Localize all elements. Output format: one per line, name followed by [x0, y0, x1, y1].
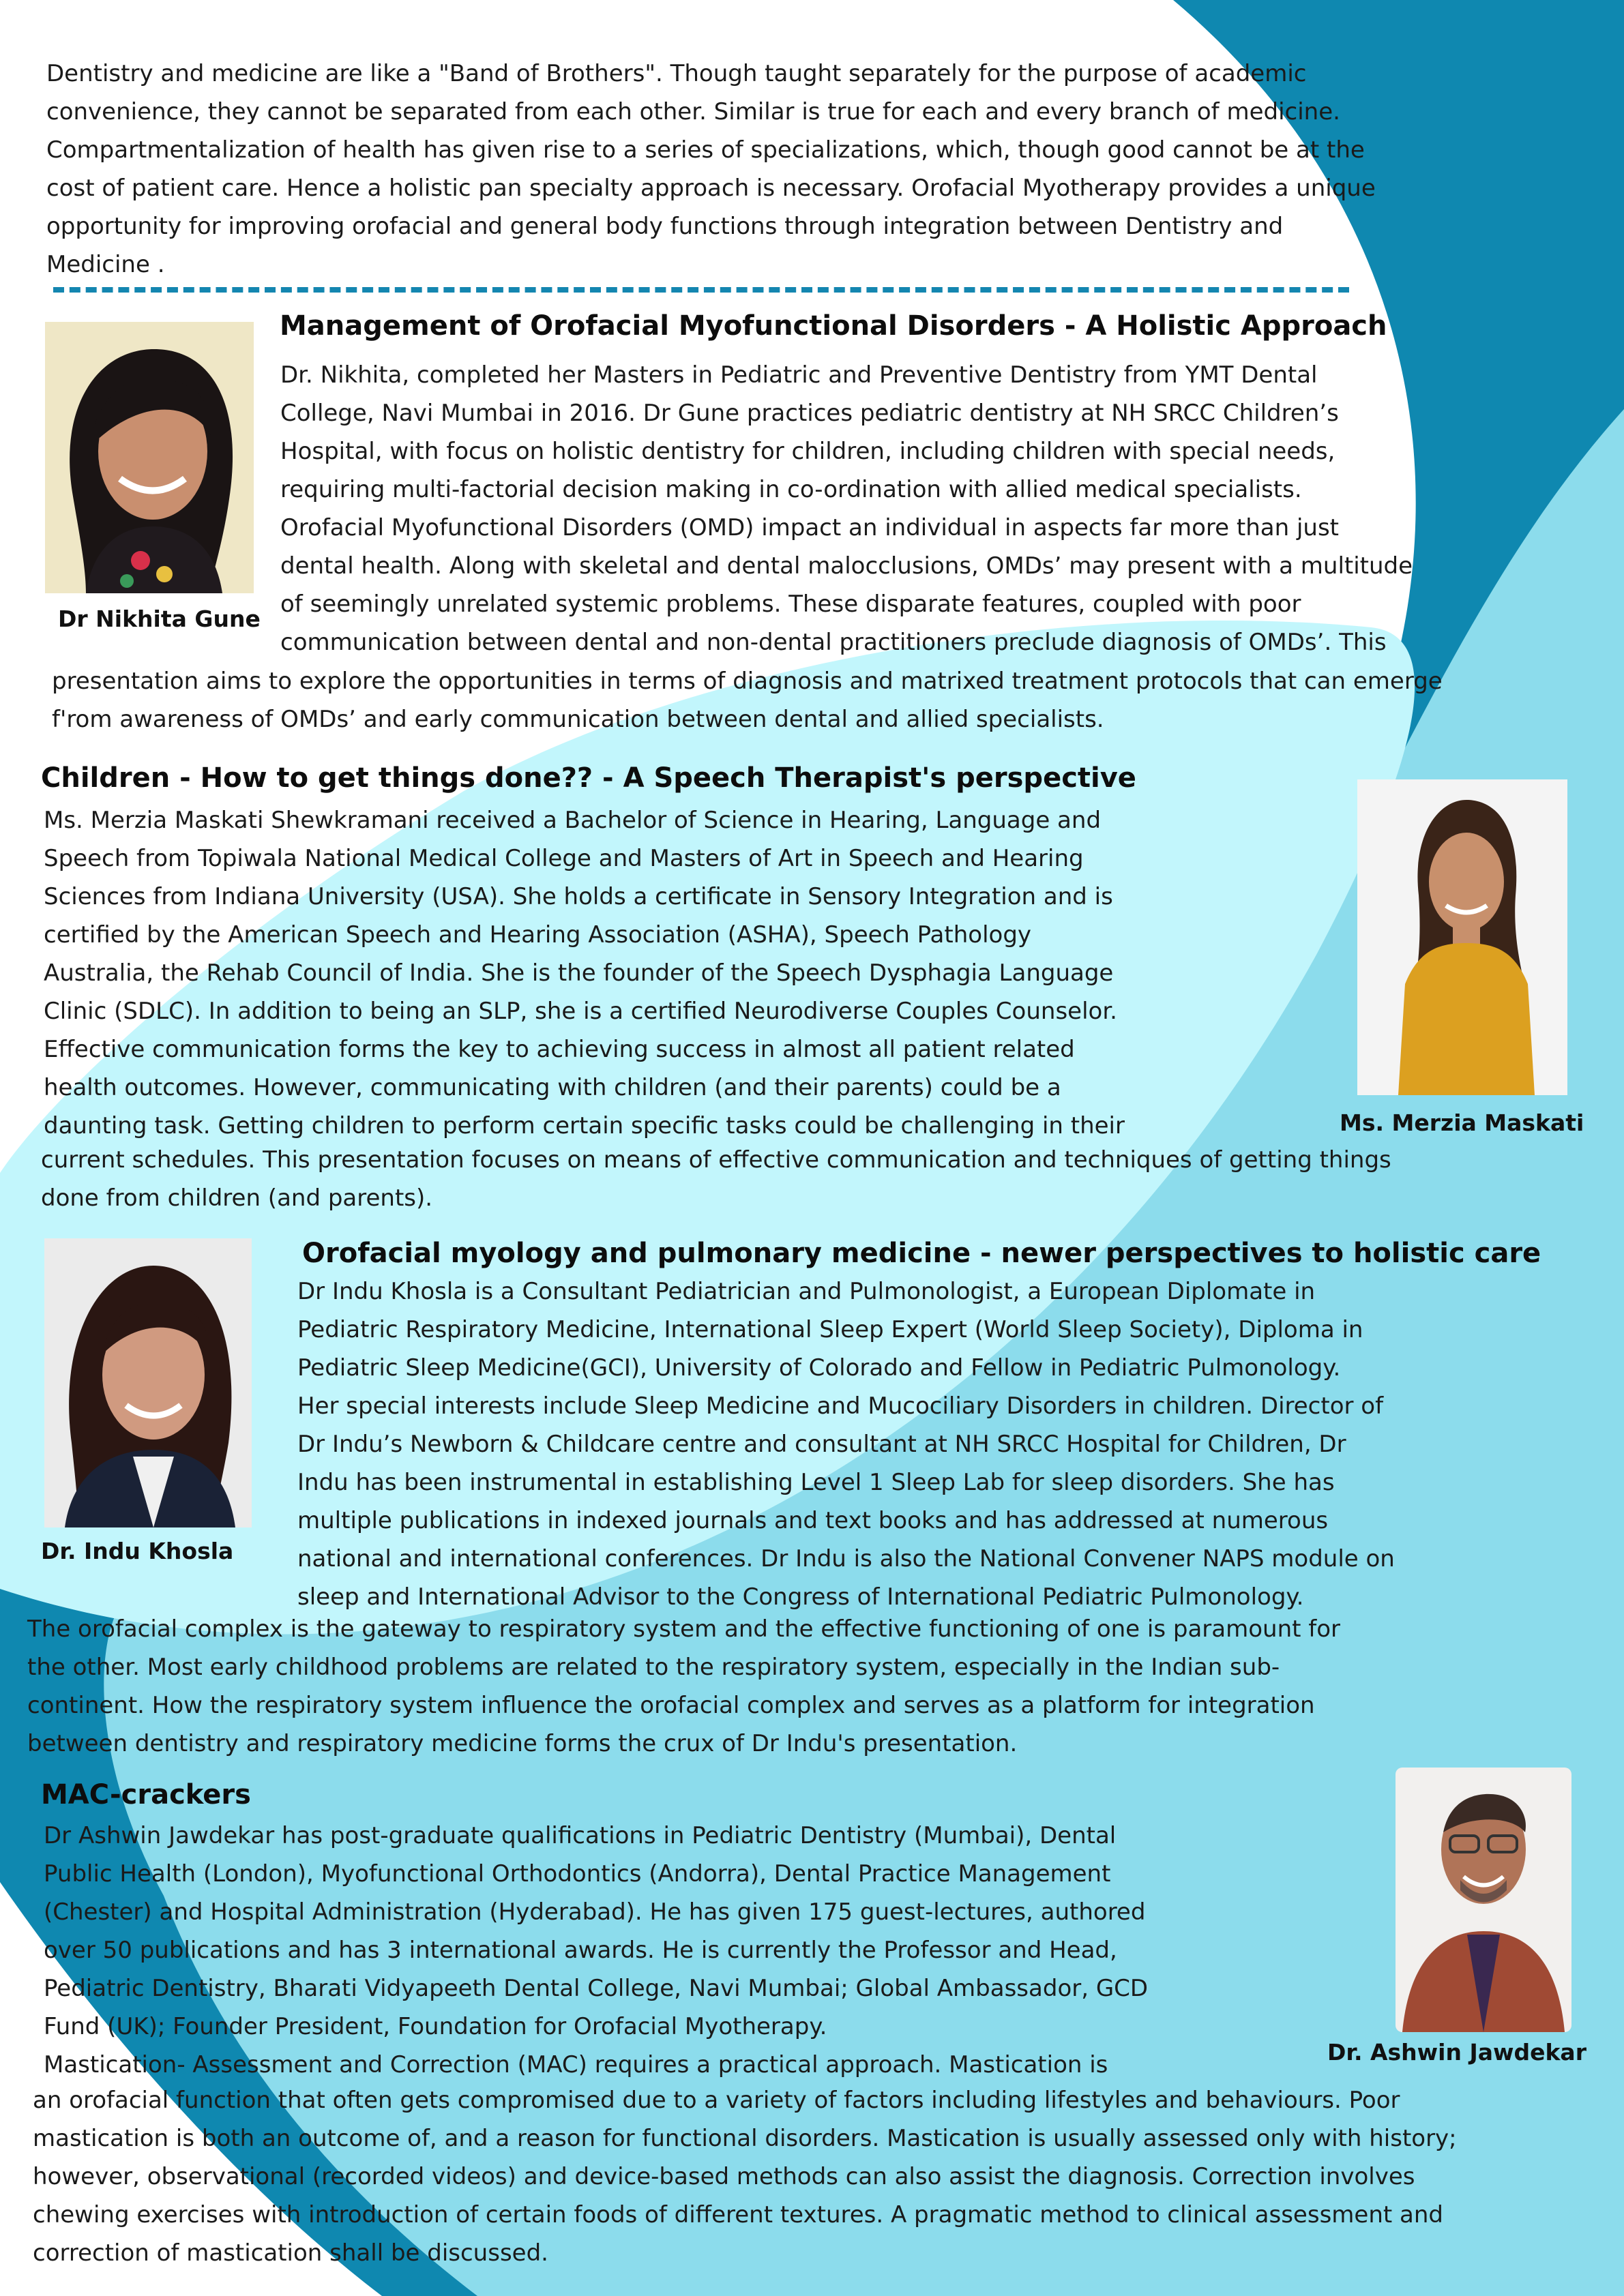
section-abstract-omd: presentation aims to explore the opportunities in terms of diagnosis and matrixed treatment protocols that can emerge f'rom awareness of OMDs’ and early communication between dental and allied specialists.	[52, 668, 1443, 733]
speaker-photo-indu-khosla	[44, 1238, 252, 1527]
section-abstract-speech: current schedules. This presentation focuses on means of effective communication and techniques of getting things done from children (and parents).	[41, 1146, 1391, 1212]
speaker-photo-ashwin-jawdekar	[1396, 1768, 1571, 2032]
speaker-name-merzia-maskati: Ms. Merzia Maskati	[1340, 1109, 1584, 1136]
speaker-photo-merzia-maskati	[1357, 779, 1567, 1095]
speaker-name-ashwin-jawdekar: Dr. Ashwin Jawdekar	[1327, 2039, 1586, 2066]
section-bio-pulmonary: Dr Indu Khosla is a Consultant Pediatrician and Pulmonologist, a European Diplomate in Pediatric Respiratory Medicine, International Sleep Expert (World Sleep Society), Diploma in Pediatric Sleep Medicine(GCI), University of Colorado and Fellow in Pediatric Pulmonology. Her special interests include Sleep Medicine and Mucociliary Disorders in children. Director of Dr Indu’s Newborn & Childcare centre and consultant at NH SRCC Hospital for Children, Dr Indu has been instrumental in establishing Level 1 Sleep Lab for sleep disorders. She has multiple publications in indexed journals and text books and has addressed at numerous national and international conferences. Dr Indu is also the National Convener NAPS module on sleep and International Advisor to the Congress of International Pediatric Pulmonology.	[297, 1278, 1395, 1611]
section-abstract-mac: an orofacial function that often gets compromised due to a variety of factors including lifestyles and behaviours. Poor mastication is both an outcome of, and a reason for functional disorders. Mastication is usually assessed only with history; however, observational (recorded videos) and device-based methods can also assist the diagnosis. Correction involves chewing exercises with introduction of certain foods of different textures. A pragmatic method to clinical assessment and correction of mastication shall be discussed.	[33, 2087, 1457, 2267]
section-bio-speech: Ms. Merzia Maskati Shewkramani received a Bachelor of Science in Hearing, Language and Speech from Topiwala National Medical College and Masters of Art in Speech and Hearing Sciences from Indiana University (USA). She holds a certificate in Sensory Integration and is certified by the American Speech and Hearing Association (ASHA), Speech Pathology Australia, the Rehab Council of India. She is the founder of the Speech Dysphagia Language Clinic (SDLC). In addition to being an SLP, she is a certified Neurodiverse Couples Counselor. Effective communication forms the key to achieving success in almost all patient related health outcomes. However, communicating with children (and their parents) could be a daunting task. Getting children to perform certain specific tasks could be challenging in their	[44, 807, 1125, 1139]
speaker-portrait-icon	[1357, 779, 1567, 1095]
speaker-name-nikhita-gune: Dr Nikhita Gune	[58, 606, 261, 632]
section-title-pulmonary: Orofacial myology and pulmonary medicine - newer perspectives to holistic care	[302, 1238, 1541, 1269]
section-bio-omd: Dr. Nikhita, completed her Masters in Pediatric and Preventive Dentistry from YMT Dental College, Navi Mumbai in 2016. Dr Gune practices pediatric dentistry at NH SRCC Children’s Hospital, with focus on holistic dentistry for children, including children with special needs, requiring multi-factorial decision making in co-ordination with allied medical specialists. Orofacial Myofunctional Disorders (OMD) impact an individual in aspects far more than just dental health. Along with skeletal and dental malocclusions, OMDs’ may present with a multitude of seemingly unrelated systemic problems. These disparate features, coupled with poor communication between dental and non-dental practitioners preclude diagnosis of OMDs’. This	[280, 361, 1413, 656]
section-divider	[53, 287, 1349, 293]
speaker-portrait-icon	[45, 322, 254, 593]
speaker-name-indu-khosla: Dr. Indu Khosla	[41, 1538, 234, 1564]
section-bio-mac: Dr Ashwin Jawdekar has post-graduate qualifications in Pediatric Dentistry (Mumbai), Dental Public Health (London), Myofunctional Orthodontics (Andorra), Dental Practice Management (Chester) and Hospital Administration (Hyderabad). He has given 175 guest-lectures, authored over 50 publications and has 3 international awards. He is currently the Professor and Head, Pediatric Dentistry, Bharati Vidyapeeth Dental College, Navi Mumbai; Global Ambassador, GCD Fund (UK); Founder President, Foundation for Orofacial Myotherapy. Mastication- Assessment and Correction (MAC) requires a practical approach. Mastication is	[44, 1822, 1149, 2078]
speaker-portrait-icon	[1396, 1768, 1571, 2032]
section-title-omd: Management of Orofacial Myofunctional Disorders - A Holistic Approach	[280, 310, 1387, 342]
intro-paragraph: Dentistry and medicine are like a "Band of Brothers". Though taught separately for the purpose of academic convenience, they cannot be separated from each other. Similar is true for each and every branch of medicine. Compartmentalization of health has given rise to a series of specializations, which, though good cannot be at the cost of patient care. Hence a holistic pan specialty approach is necessary. Orofacial Myotherapy provides a unique opportunity for improving orofacial and general body functions through integration between Dentistry and Medicine .	[46, 60, 1376, 278]
speaker-portrait-icon	[44, 1238, 252, 1527]
section-title-mac: MAC-crackers	[41, 1779, 251, 1810]
section-title-speech: Children - How to get things done?? - A Speech Therapist's perspective	[41, 762, 1136, 794]
section-abstract-pulmonary: The orofacial complex is the gateway to respiratory system and the effective functioning of one is paramount for the other. Most early childhood problems are related to the respiratory system, especially in the Indian sub- continent. How the respiratory system influence the orofacial complex and serves as a platform for integration between dentistry and respiratory medicine forms the crux of Dr Indu's presentation.	[27, 1615, 1341, 1757]
speaker-photo-nikhita-gune	[45, 322, 254, 593]
